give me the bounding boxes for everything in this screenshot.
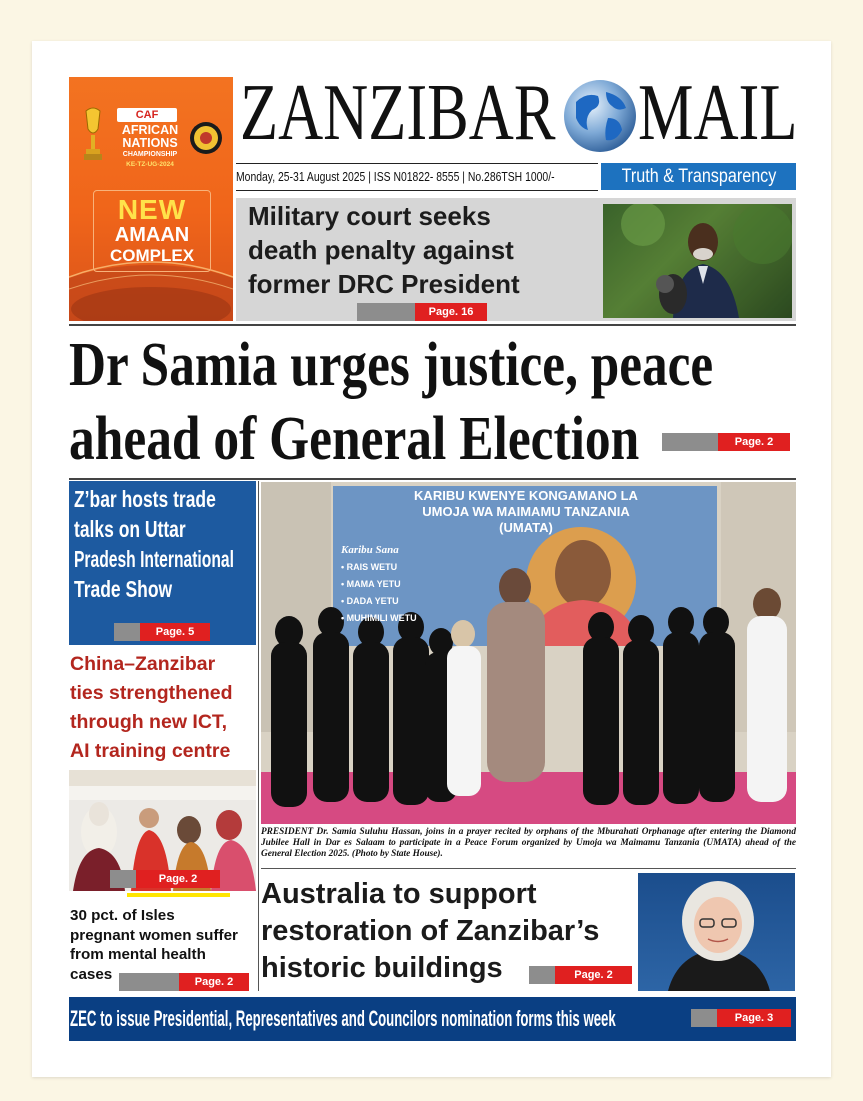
main-photo-banner [341,488,711,536]
dateline-text: Monday, 25-31 August 2025 | ISS N01822- 8555 | No.286TSH 1000/- [236,169,555,184]
australia-line-1: Australia to support [261,878,537,910]
sidebar-line-2: • RAIS WETU [341,562,398,572]
trade-line-2: talks on Uttar [74,516,186,542]
banner-line-3: (UMATA) [499,520,553,535]
sidebar-line-4: • DADA YETU [341,596,399,606]
trade-page-label: Page. 5 [140,623,210,641]
china-line-4: AI training centre [70,740,231,762]
australia-page-label: Page. 2 [555,966,632,984]
china-page-tag[interactable] [110,870,220,888]
health-line-1: 30 pct. of Isles [70,907,175,924]
masthead-title [236,70,796,158]
lead-page-tag[interactable] [662,433,790,451]
top-story-page-tag[interactable] [357,303,487,321]
slogan-box [601,163,796,190]
china-page-label: Page. 2 [136,870,220,888]
lead-headline-line-1[interactable]: Dr Samia urges justice, peace [69,331,714,399]
emblem-icon [189,121,223,155]
main-photo[interactable] [261,482,796,824]
lead-headline-line-2[interactable]: ahead of General Election [69,405,640,473]
yellow-divider [127,893,230,897]
speaker-silhouette [603,204,792,318]
caf-logo [117,108,177,122]
caf-text: CAF [135,109,159,121]
top-story-line-2: death penalty against [248,235,514,265]
ad-new: NEW [117,194,187,225]
health-line-4: cases [70,965,113,983]
trophy-icon [81,107,105,165]
dateline [236,163,598,191]
china-line-2: ties strengthened [70,682,233,704]
slogan-text: Truth & Transparency [621,165,776,187]
australia-page-tag[interactable] [529,966,632,984]
ad-complex: COMPLEX [109,246,195,265]
health-line-3: from mental health [70,946,206,963]
sidebar-line-3: • MAMA YETU [341,579,401,589]
masthead-rule [69,324,796,326]
lead-page-label: Page. 2 [718,433,790,451]
bottom-story-bar[interactable] [69,997,796,1041]
bottom-page-label: Page. 3 [717,1009,791,1027]
bottom-story-text: ZEC to issue Presidential, Representatives and Councilors nomination forms this week [70,1006,616,1031]
trade-line-1: Z’bar hosts trade [74,486,216,512]
main-photo-sidebar [341,542,421,627]
health-page-tag[interactable] [119,973,249,991]
australia-line-3: historic buildings [261,952,503,984]
banner-line-1: KARIBU KWENYE KONGAMANO LA [414,488,638,503]
ad-line-4: KE-TZ-UG-2024 [126,161,174,168]
drc-president-photo[interactable] [603,204,792,318]
china-story-headline[interactable] [70,650,255,766]
ad-amaan: AMAAN [114,224,190,246]
ad-line-2: NATIONS [122,136,178,150]
banner-line-2: UMOJA WA MAIMAMU TANZANIA [422,504,630,519]
top-story-line-1: Military court seeks [248,201,491,231]
australian-official-photo[interactable] [638,873,795,991]
trade-story-headline[interactable] [74,484,254,604]
caption-rule [261,868,796,869]
health-page-label: Page. 2 [179,973,249,991]
sidebar-line-5: • MUHIMILI WETU [341,613,417,623]
trade-line-3: Pradesh International [74,546,234,572]
ad-line-1: AFRICAN [121,123,179,137]
sidebar-line-1: Karibu Sana [341,544,399,556]
masthead-title-right: MAIL [638,69,798,157]
australia-line-2: restoration of Zanzibar’s [261,915,600,947]
china-line-1: China–Zanzibar [70,653,216,675]
main-photo-caption: PRESIDENT Dr. Samia Suluhu Hassan, joins in a prayer recited by orphans of the Mburahati Orphanage after entering the Diamond Jubilee Hall in Dar es Salaam to participate in a Peace Forum organized by Umoja wa Maimamu Tanzania (UMATA) ahead of the General Election 2025. (Photo by State House). [261,827,796,859]
top-story-page-label: Page. 16 [415,303,487,321]
top-story-headline[interactable] [248,199,598,301]
caf-ad[interactable] [69,77,233,321]
masthead-title-left: ZANZIBAR [240,69,556,157]
left-column-rule [258,481,259,991]
top-story-line-3: former DRC President [248,269,520,299]
globe-icon [562,78,638,154]
ad-line-3: CHAMPIONSHIP [122,151,178,158]
bottom-page-tag[interactable] [691,1009,791,1027]
ad-tournament-name [107,124,193,169]
lead-rule [69,478,796,480]
trade-page-tag[interactable] [114,623,210,641]
portrait-silhouette [638,873,795,991]
trade-line-4: Trade Show [74,576,173,602]
new-amaan-box [93,190,211,272]
china-line-3: through new ICT, [70,711,228,733]
health-line-2: pregnant women suffer [70,926,238,944]
